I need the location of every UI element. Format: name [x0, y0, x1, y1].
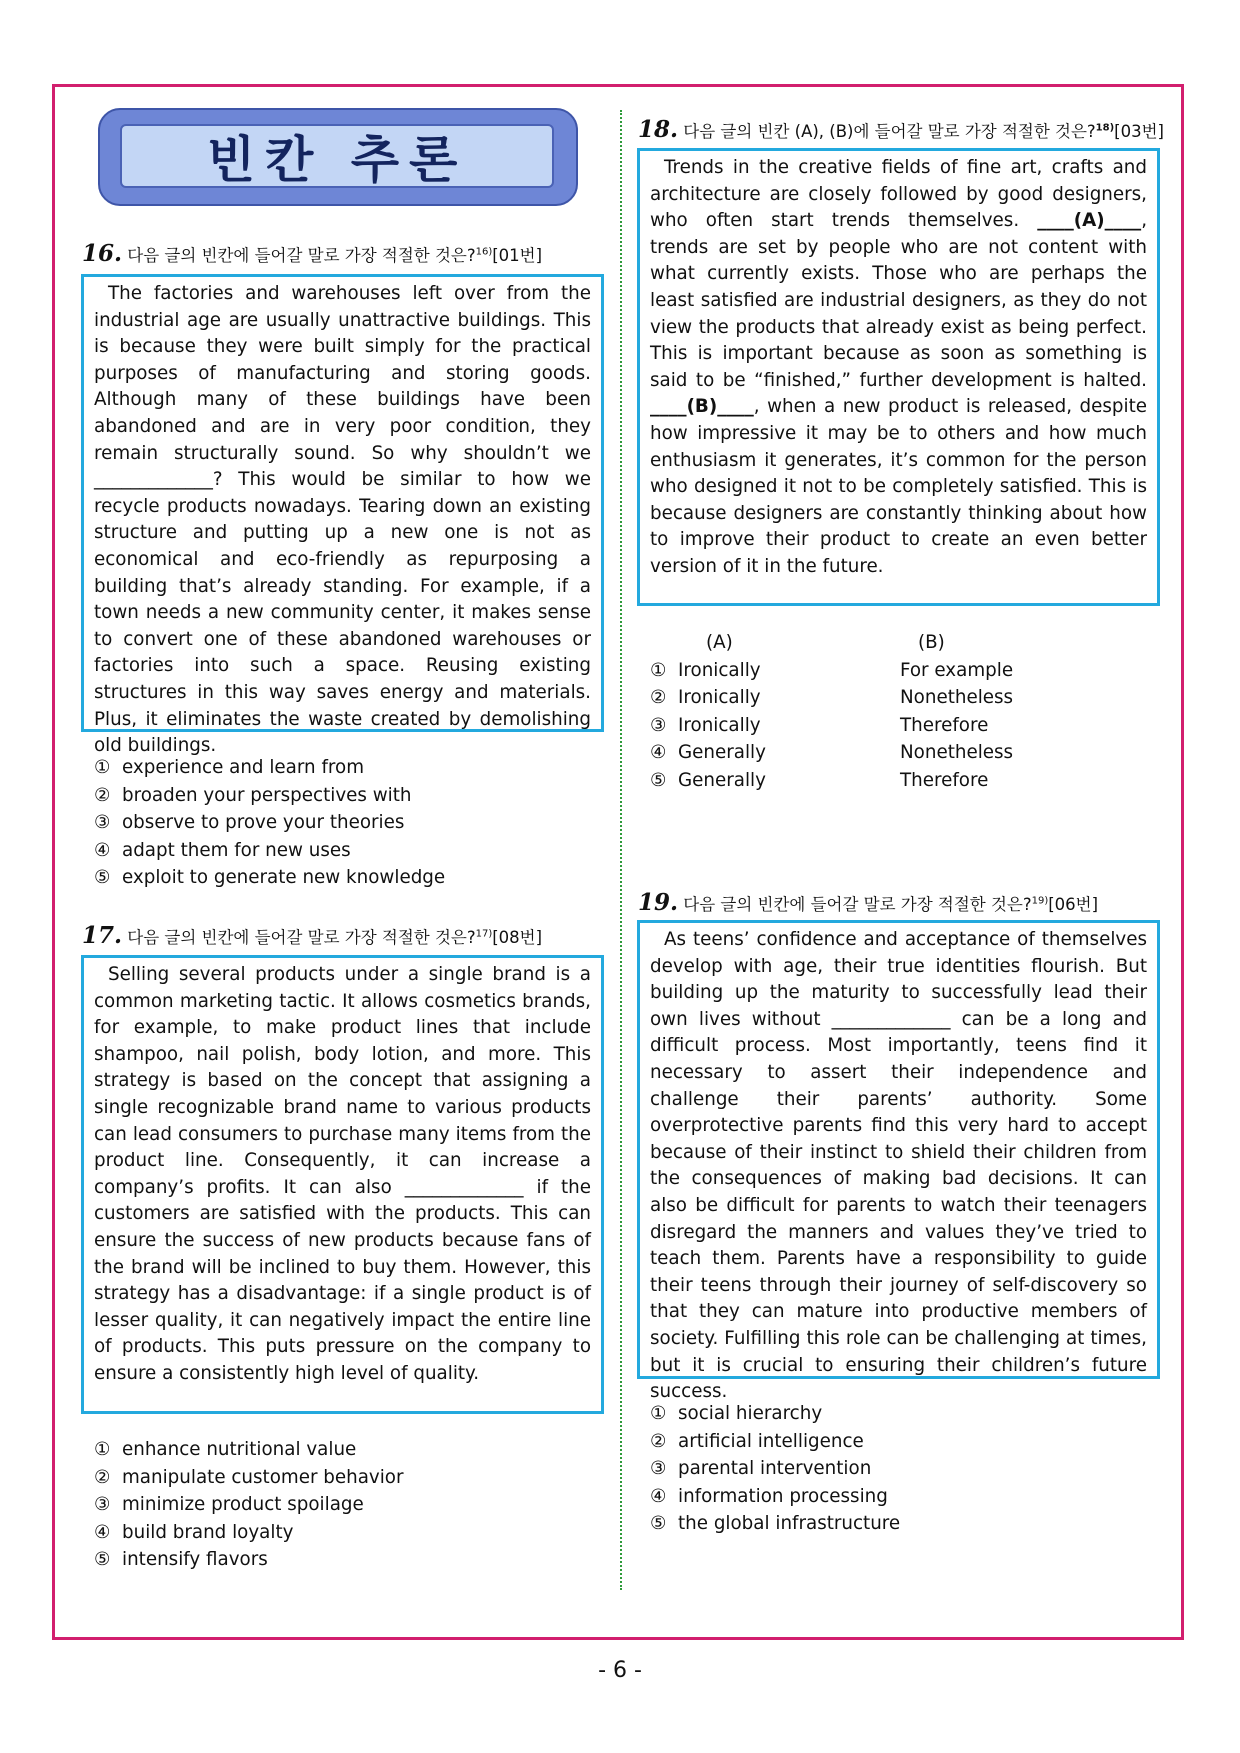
question-number: 19. [638, 889, 679, 916]
choice-header-row [650, 629, 1013, 657]
question-prompt: 다음 글의 빈칸에 들어갈 말로 가장 적절한 것은? [127, 928, 476, 947]
column-divider [620, 110, 622, 1590]
question-number: 18. [638, 116, 679, 143]
choice-option[interactable]: ① experience and learn from [94, 757, 365, 778]
section-title-box [120, 124, 554, 188]
question-17-choices [94, 1436, 404, 1574]
choice-option[interactable]: ③ parental intervention [650, 1458, 872, 1479]
question-19-header [638, 889, 1098, 916]
question-18-header [638, 116, 1164, 143]
question-18-choices [650, 629, 1013, 794]
choice-option[interactable]: ③ Ironically Therefore [650, 714, 989, 736]
header-a: (A) [706, 632, 733, 653]
question-16-passage-box [81, 274, 604, 757]
question-17-header [82, 922, 542, 949]
question-number: 16. [82, 240, 123, 267]
passage-text: Selling several products under a single brand is a common marketing tactic. It allows cosmetics brands, for example, to make product lines that include shampoo, nail polish, body lotion, and more. This strategy is based on the concept that assigning a single recognizable brand name to various products can lead consumers to purchase many items from the product line. Consequently, it can increase a company’s profits. It can also _____________ if the customers are satisfied with the products. This can ensure the success of new products because fans of the brand will be inclined to buy them. However, this strategy has a disadvantage: if a single product is of lesser quality, it can negatively impact the entire line of products. This puts pressure on the company to ensure a consistently high level of quality. [94, 964, 591, 1384]
question-19-choices [650, 1400, 900, 1538]
question-16-choices [94, 754, 445, 892]
question-16-header [82, 240, 542, 267]
question-17-passage-box [81, 955, 604, 1414]
choice-option[interactable]: ② Ironically Nonetheless [650, 687, 1014, 708]
passage-text: The factories and warehouses left over from the industrial age are usually unattractive buildings. This is because they were built simply for the practical purposes of manufacturing and storing goods. Although many of these buildings have been abandoned and are in very poor condition, they remain structurally sound. So why shouldn’t we _____________? This would be similar to how we recycle products nowadays. Tearing down an existing structure and putting up a new one is not as economical and eco-friendly as repurposing a building that’s already standing. For example, if a town needs a new community center, it makes sense to convert one of these abandoned warehouses or factories into such a space. Reusing existing structures in this way saves energy and materials. Plus, it eliminates the waste created by demolishing old buildings. [94, 283, 591, 757]
choice-option[interactable]: ② broaden your perspectives with [94, 784, 412, 806]
section-title: 빈칸 추론 [206, 131, 468, 189]
choice-option[interactable]: ⑤ the global infrastructure [650, 1513, 901, 1534]
question-prompt: 다음 글의 빈칸에 들어갈 말로 가장 적절한 것은? [127, 246, 476, 265]
question-source: [01번] [492, 246, 543, 265]
choice-option[interactable]: ⑤ Generally Therefore [650, 769, 989, 791]
choice-option[interactable]: ① social hierarchy [650, 1403, 823, 1424]
blank-a: ____(A)____ [1037, 210, 1142, 232]
footnote-ref: 18) [1095, 122, 1115, 134]
question-19-passage-box [637, 920, 1160, 1403]
choice-option[interactable]: ④ build brand loyalty [94, 1521, 294, 1543]
choice-option[interactable]: ④ information processing [650, 1485, 888, 1507]
passage-text: As teens’ confidence and acceptance of themselves develop with age, their true identities flourish. But building up the maturity to successfully lead their own lives without _____________ can be a long and difficult process. Most importantly, teens find it necessary to assert their independence and challenge their parents’ authority. Some overprotective parents find this very hard to accept because of their instinct to shield their children from the consequences of making bad decisions. It can also be difficult for parents to watch their teenagers disregard the manners and values they’ve tried to teach them. Parents have a responsibility to guide their teens through their journey of self-discovery so that they can mature into productive members of society. Fulfilling this role can be challenging at times, but it is crucial to ensuring their children’s future success. [650, 929, 1147, 1403]
header-b: (B) [918, 632, 945, 653]
choice-option[interactable]: ① enhance nutritional value [94, 1439, 357, 1460]
choice-option[interactable]: ⑤ intensify flavors [94, 1549, 268, 1570]
choice-option[interactable]: ⑤ exploit to generate new knowledge [94, 867, 446, 888]
choice-option[interactable]: ④ Generally Nonetheless [650, 742, 1014, 763]
question-source: [03번] [1114, 122, 1164, 141]
choice-option[interactable]: ② manipulate customer behavior [94, 1466, 404, 1488]
question-number: 17. [82, 922, 123, 949]
blank-b: ____(B)____ [650, 396, 754, 418]
footnote-ref: 16) [475, 246, 493, 258]
question-source: [08번] [492, 928, 543, 947]
choice-option[interactable]: ② artificial intelligence [650, 1430, 864, 1452]
section-title-banner [98, 108, 578, 206]
choice-option[interactable]: ④ adapt them for new uses [94, 839, 351, 861]
choice-option[interactable]: ① Ironically For example [650, 659, 1014, 681]
passage-text: Trends in the creative fields of fine art, crafts and architecture are closely followed by good designers, who often start trends themselves. ____(A)____, trends are set by people who are not content with what currently exists. Those who are perhaps the least satisfied are industrial designers, as they do not view the products that already exist as being perfect. This is important because as soon as something is said to be “finished,” further development is halted. ____(B)____, when a new product is released, despite how impressive it may be to others and how much enthusiasm it generates, it’s common for the person who designed it not to be completely satisfied. This is because designers are constantly thinking about how to improve their product to create an even better version of it in the future. [650, 157, 1147, 577]
footnote-ref: 19) [1031, 895, 1049, 907]
question-18-passage-box [637, 148, 1160, 606]
page-number: - 6 - [598, 1658, 642, 1683]
question-source: [06번] [1048, 895, 1099, 914]
question-prompt: 다음 글의 빈칸에 들어갈 말로 가장 적절한 것은? [683, 895, 1032, 914]
question-prompt: 다음 글의 빈칸 (A), (B)에 들어갈 말로 가장 적절한 것은? [683, 122, 1096, 141]
choice-option[interactable]: ③ observe to prove your theories [94, 812, 405, 833]
choice-option[interactable]: ③ minimize product spoilage [94, 1494, 364, 1515]
footnote-ref: 17) [475, 928, 493, 940]
